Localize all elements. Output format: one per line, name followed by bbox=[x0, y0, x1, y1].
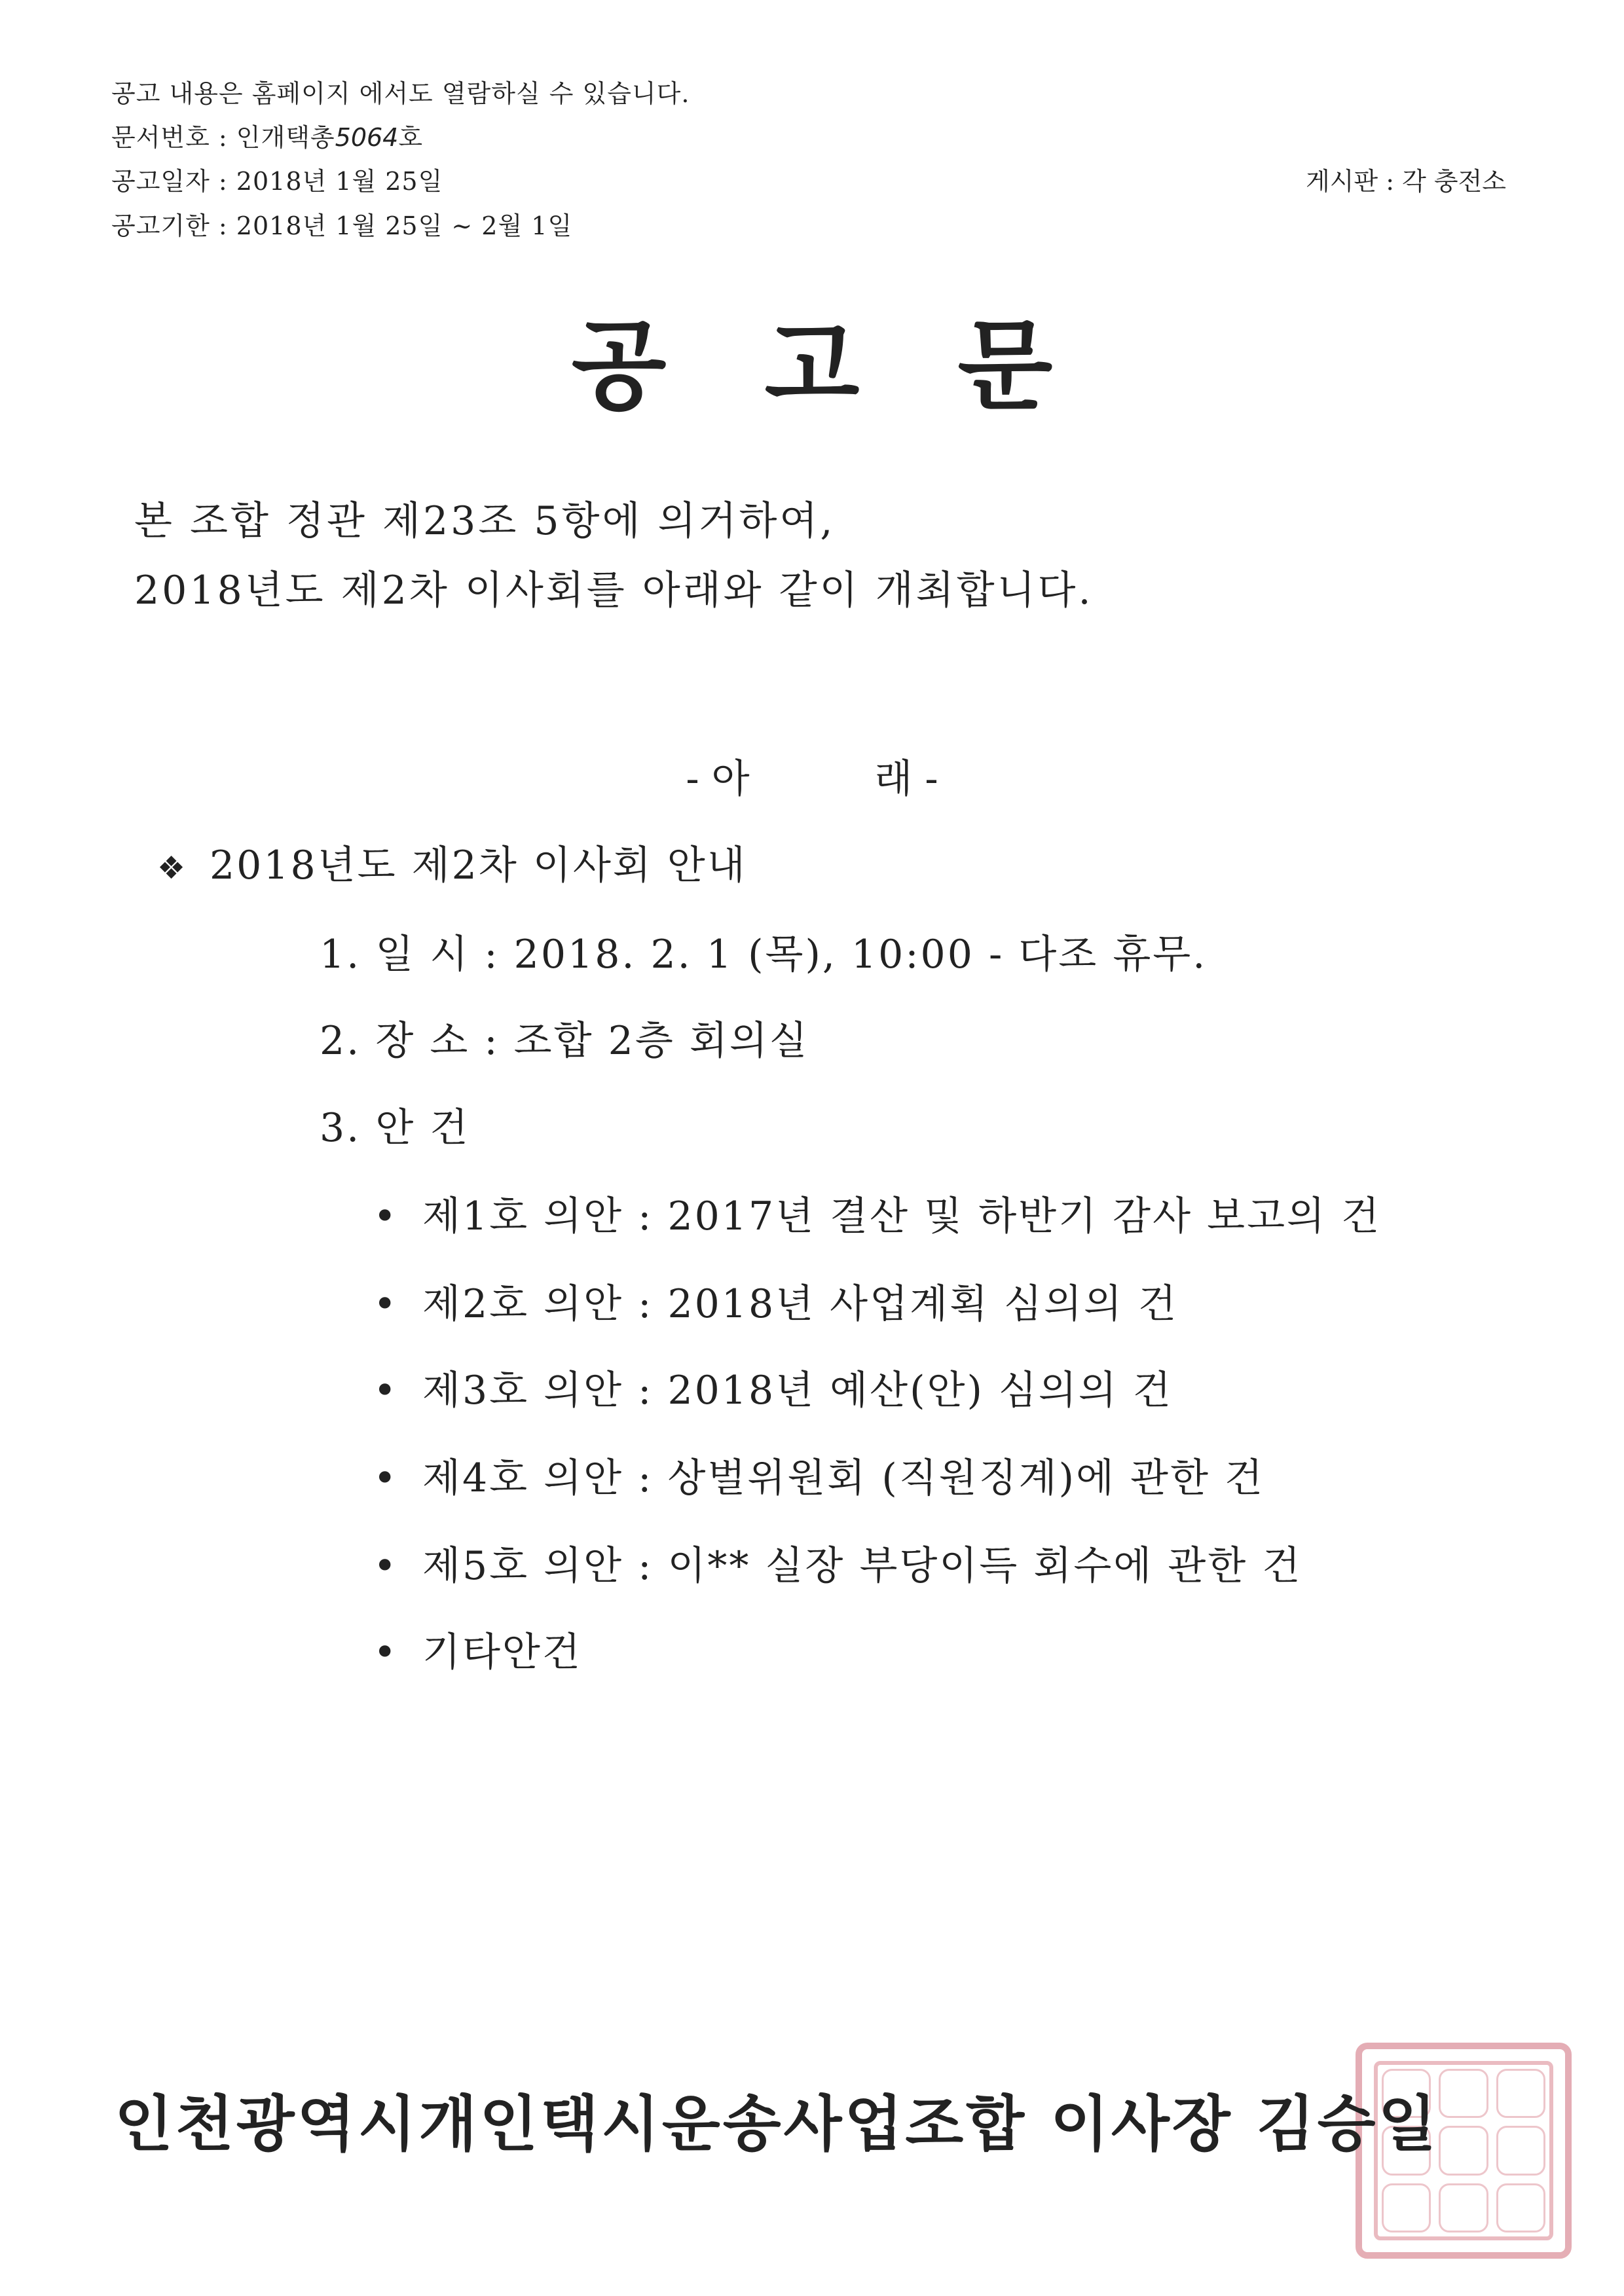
notice-heading-text: 2018년도 제2차 이사회 안내 bbox=[210, 843, 747, 888]
agenda-item bbox=[373, 1452, 1264, 1504]
document-number-handwritten: 5064 bbox=[335, 123, 399, 152]
bulletin-board: 게시판 : 각 충전소 bbox=[1306, 167, 1506, 196]
signature-line: 인천광역시개인택시운송사업조합 이사장 김승일 bbox=[115, 2089, 1439, 2159]
document-number-label: 문서번호 : 인개택총 bbox=[111, 123, 335, 152]
agenda-item bbox=[373, 1540, 1302, 1592]
page-title: 공고문 bbox=[571, 310, 1151, 424]
agenda-item bbox=[373, 1278, 1178, 1330]
document-number-suffix: 호 bbox=[398, 123, 424, 152]
agenda-item-text: 제5호 의안 : 이** 실장 부당이득 회수에 관한 건 bbox=[422, 1543, 1302, 1589]
agenda-item-text: 제3호 의안 : 2018년 예산(안) 심의의 건 bbox=[422, 1368, 1173, 1413]
dot-bullet-icon: • bbox=[373, 1194, 399, 1239]
dot-bullet-icon: • bbox=[373, 1543, 399, 1589]
notice-period: 공고기한 : 2018년 1월 25일 ~ 2월 1일 bbox=[111, 211, 573, 240]
dot-bullet-icon: • bbox=[373, 1368, 399, 1413]
agenda-item bbox=[373, 1190, 1381, 1243]
agenda-item bbox=[373, 1364, 1173, 1417]
dot-bullet-icon: • bbox=[373, 1455, 399, 1501]
notice-item-location: 2. 장 소 : 조합 2층 회의실 bbox=[320, 1018, 809, 1064]
homepage-note: 공고 내용은 홈페이지 에서도 열람하실 수 있습니다. bbox=[111, 79, 690, 108]
agenda-item bbox=[373, 1626, 582, 1679]
dot-bullet-icon: • bbox=[373, 1281, 399, 1327]
intro-line-2: 2018년도 제2차 이사회를 아래와 같이 개최합니다. bbox=[134, 568, 1094, 613]
notice-item-datetime: 1. 일 시 : 2018. 2. 1 (목), 10:00 - 다조 휴무. bbox=[320, 932, 1208, 977]
notice-date: 공고일자 : 2018년 1월 25일 bbox=[111, 167, 443, 196]
intro-line-1: 본 조합 정관 제23조 5항에 의거하여, bbox=[134, 498, 836, 544]
notice-heading bbox=[157, 839, 747, 894]
notice-item-agenda: 3. 안 건 bbox=[320, 1105, 470, 1151]
dot-bullet-icon: • bbox=[373, 1630, 399, 1675]
document-number bbox=[111, 121, 423, 154]
agenda-item-text: 기타안건 bbox=[422, 1630, 582, 1675]
agenda-item-text: 제2호 의안 : 2018년 사업계획 심의의 건 bbox=[422, 1281, 1178, 1327]
agenda-item-text: 제1호 의안 : 2017년 결산 및 하반기 감사 보고의 건 bbox=[422, 1194, 1382, 1239]
agenda-item-text: 제4호 의안 : 상벌위원회 (직원징계)에 관한 건 bbox=[422, 1455, 1264, 1501]
diamond-bullet-icon: ❖ bbox=[157, 850, 188, 886]
section-title: - 아 래 - bbox=[686, 756, 938, 802]
